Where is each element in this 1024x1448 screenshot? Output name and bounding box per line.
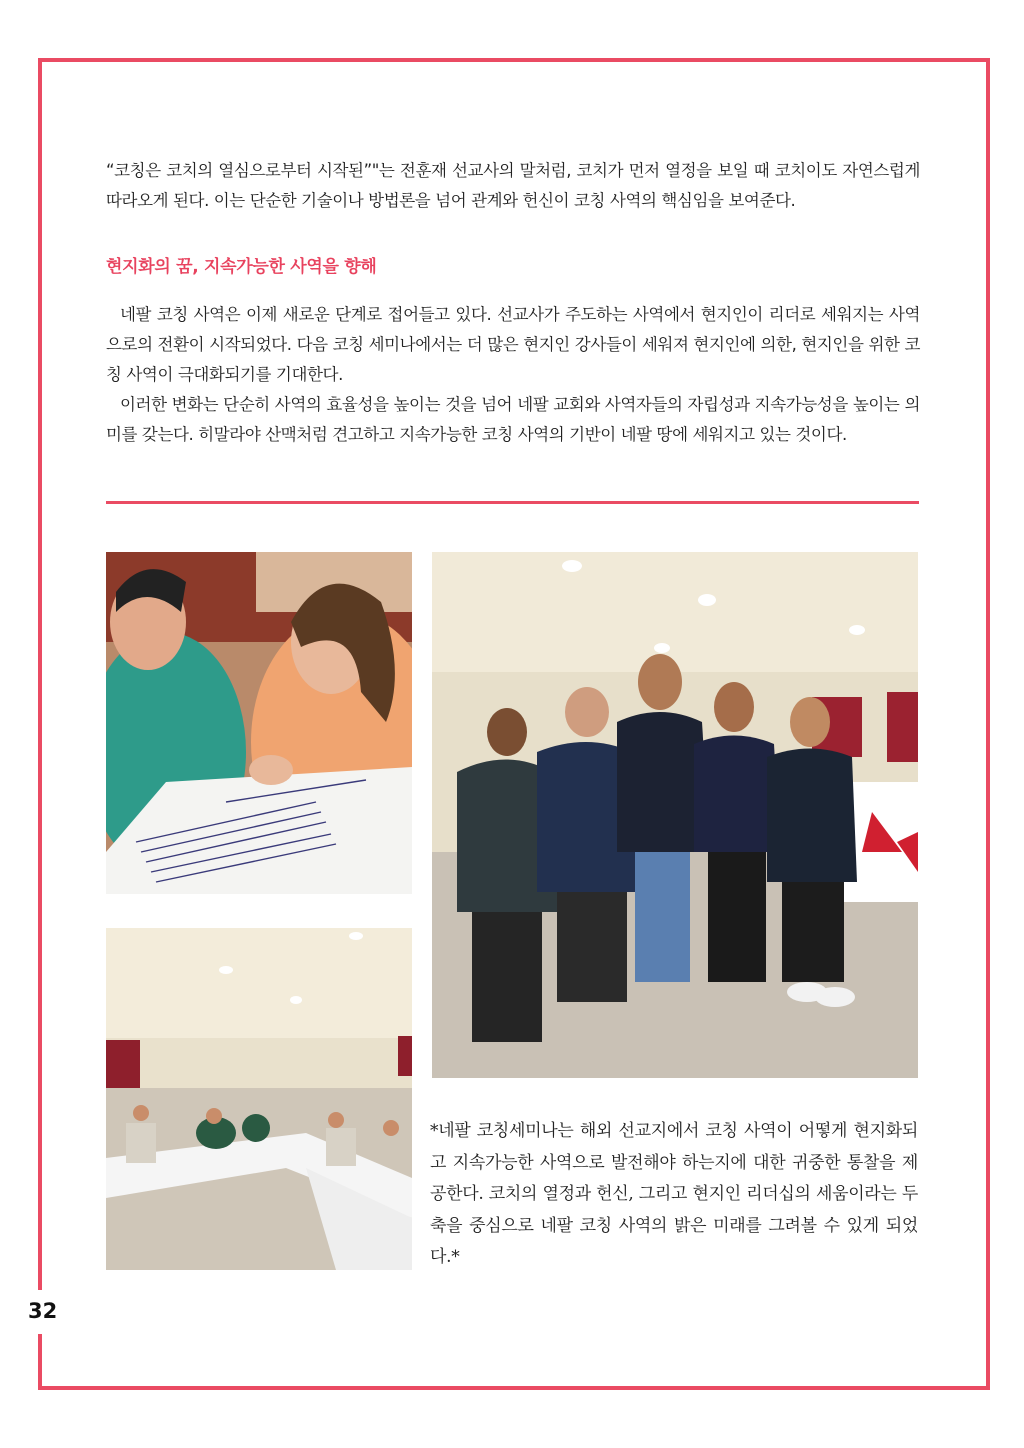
frame-border-left (38, 58, 42, 1290)
section-divider (106, 501, 919, 504)
photo-seminar-room (106, 928, 412, 1270)
frame-border-top (38, 58, 990, 62)
photo-women-writing (106, 552, 412, 894)
photo-caption: *네팔 코칭세미나는 해외 선교지에서 코칭 사역이 어떻게 현지화되고 지속가능한 사역으로 발전해야 하는지에 대한 귀중한 통찰을 제공한다. 코치의 열정과 헌신, 그리고 현지인 리더십의 세움이라는 두 축을 중심으로 네팔 코칭 사역의 밝은 미래를 그려볼 수 있게 되었다.* (430, 1121, 918, 1267)
section-heading: 현지화의 꿈, 지속가능한 사역을 향해 (106, 257, 377, 277)
section-body (106, 300, 920, 450)
page-number: 32 (28, 1299, 58, 1323)
intro-paragraph-block (106, 156, 920, 216)
body-paragraph-1: 네팔 코칭 사역은 이제 새로운 단계로 접어들고 있다. 선교사가 주도하는 사역에서 현지인이 리더로 세워지는 사역으로의 전환이 시작되었다. 다음 코칭 세미나에서는 더 많은 현지인 강사들이 세워져 현지인에 의한, 현지인을 위한 코칭 사역이 극대화되기를 기대한다. (106, 305, 920, 384)
intro-paragraph: “코칭은 코치의 열심으로부터 시작된”"는 전훈재 선교사의 말처럼, 코치가 먼저 열정을 보일 때 코치이도 자연스럽게 따라오게 된다. 이는 단순한 기술이나 방법론을 넘어 관계와 헌신이 코칭 사역의 핵심임을 보여준다. (106, 161, 920, 210)
frame-border-left-lower (38, 1334, 42, 1390)
body-paragraph-2: 이러한 변화는 단순히 사역의 효율성을 높이는 것을 넘어 네팔 교회와 사역자들의 자립성과 지속가능성을 높이는 의미를 갖는다. 히말라야 산맥처럼 견고하고 지속가능한 코칭 사역의 기반이 네팔 땅에 세워지고 있는 것이다. (106, 395, 920, 444)
frame-border-bottom (38, 1386, 990, 1390)
frame-border-right (986, 58, 990, 1390)
photo-group-men (432, 552, 918, 1078)
